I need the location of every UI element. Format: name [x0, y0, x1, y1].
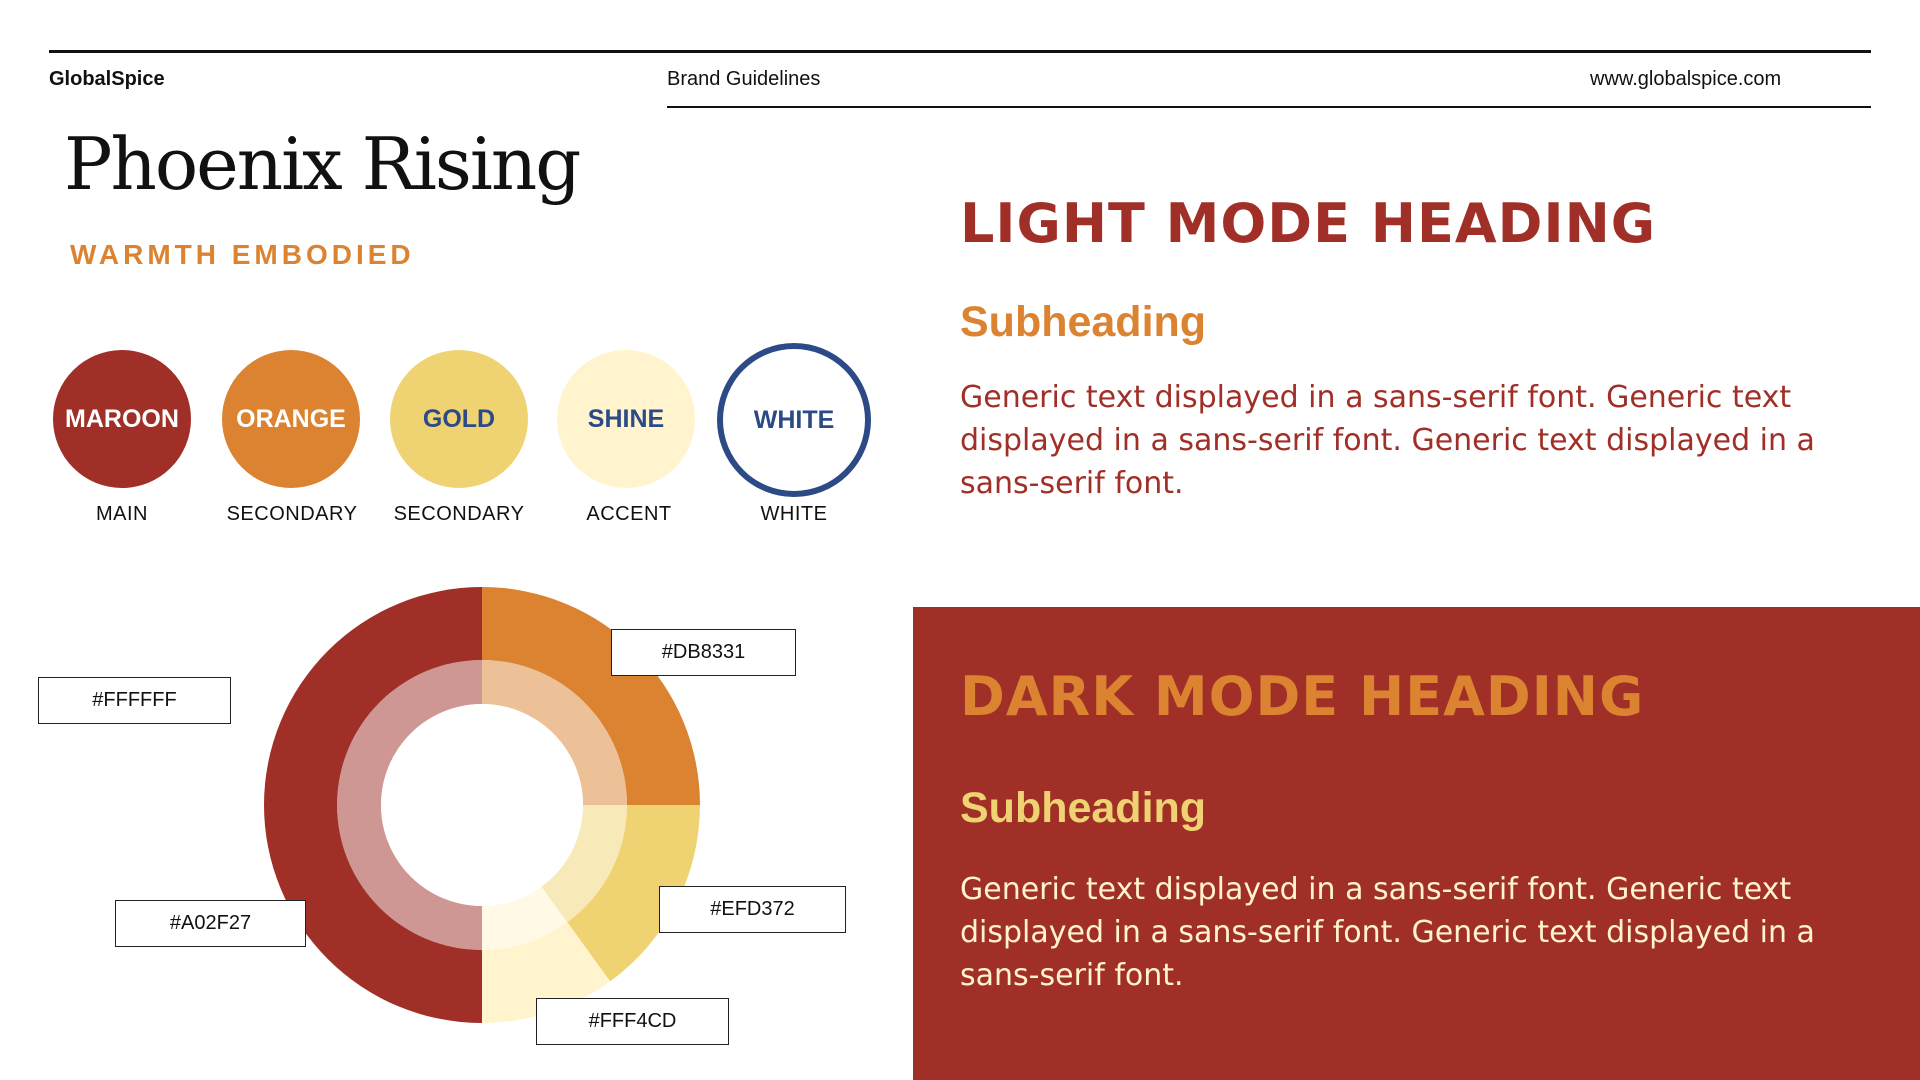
dark-mode-subheading: Subheading: [960, 784, 1207, 832]
swatch-label: ORANGE: [236, 404, 346, 433]
dark-mode-heading: DARK MODE HEADING: [960, 665, 1645, 728]
hex-label-white: #FFFFFF: [38, 677, 231, 724]
header-url[interactable]: www.globalspice.com: [1590, 68, 1782, 90]
light-mode-body: Generic text displayed in a sans-serif font. Generic text displayed in a sans-serif font. Generic text displayed in a sans-serif font.: [960, 380, 1815, 501]
swatch-shine: [557, 350, 695, 488]
header-title: Brand Guidelines: [667, 68, 821, 90]
swatch-caption: ACCENT: [586, 503, 672, 525]
swatch-gold: [390, 350, 528, 488]
header-rule: [667, 106, 1871, 108]
hex-label-gold: #EFD372: [659, 886, 846, 933]
swatch-label: GOLD: [422, 404, 496, 433]
swatch-caption: SECONDARY: [226, 503, 358, 525]
swatch-caption: WHITE: [760, 503, 828, 525]
swatch-caption: MAIN: [96, 503, 148, 525]
swatch-caption: SECONDARY: [393, 503, 525, 525]
light-mode-heading: LIGHT MODE HEADING: [960, 192, 1657, 255]
donut-center-white: [381, 704, 583, 906]
tagline: WARMTH EMBODIED: [70, 239, 415, 270]
swatch-white: [717, 343, 871, 497]
swatch-maroon: [53, 350, 191, 488]
light-mode-subheading: Subheading: [960, 298, 1207, 346]
hex-label-shine: #FFF4CD: [536, 998, 729, 1045]
hex-label-maroon: #A02F27: [115, 900, 306, 947]
swatch-label: SHINE: [587, 404, 665, 433]
dark-mode-body: Generic text displayed in a sans-serif font. Generic text displayed in a sans-serif font. Generic text displayed in a sans-serif font.: [960, 872, 1815, 993]
swatch-label: WHITE: [753, 405, 835, 434]
top-rule: [49, 50, 1871, 53]
brand-name: GlobalSpice: [49, 68, 165, 90]
swatch-label: MAROON: [65, 404, 179, 433]
hex-label-orange: #DB8331: [611, 629, 796, 676]
swatch-orange: [222, 350, 360, 488]
page-title: Phoenix Rising: [64, 122, 580, 206]
